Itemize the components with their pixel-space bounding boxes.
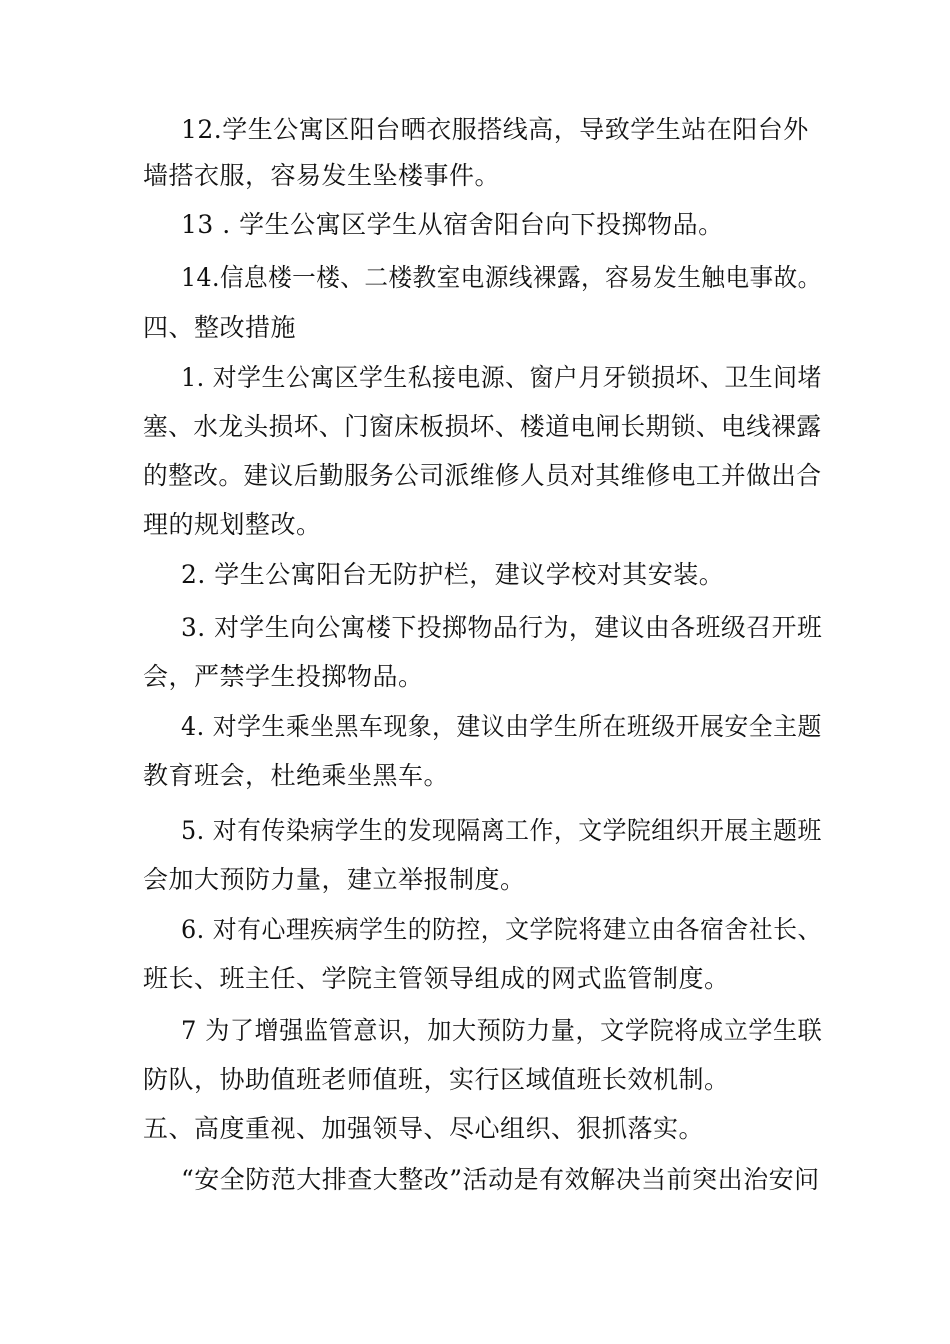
measure-5-line-1: 5. 对有传染病学生的发现隔离工作，文学院组织开展主题班 bbox=[181, 816, 822, 845]
section-heading-5: 五、高度重视、加强领导、尽心组织、狠抓落实。 bbox=[143, 1114, 705, 1143]
measure-1-line-4: 理的规划整改。 bbox=[143, 510, 322, 539]
item-14: 14.信息楼一楼、二楼教室电源线裸露，容易发生触电事故。 bbox=[181, 263, 822, 292]
measure-2: 2. 学生公寓阳台无防护栏，建议学校对其安装。 bbox=[181, 560, 725, 589]
measure-5-line-2: 会加大预防力量，建立举报制度。 bbox=[143, 865, 526, 894]
measure-1-line-1: 1. 对学生公寓区学生私接电源、窗户月牙锁损坏、卫生间堵 bbox=[181, 363, 822, 392]
measure-4-line-2: 教育班会，杜绝乘坐黑车。 bbox=[143, 761, 450, 790]
item-12-line-2: 墙搭衣服，容易发生坠楼事件。 bbox=[143, 161, 501, 190]
measure-1-line-2: 塞、水龙头损坏、门窗床板损坏、楼道电闸长期锁、电线裸露 bbox=[143, 412, 822, 441]
measure-3-line-1: 3. 对学生向公寓楼下投掷物品行为，建议由各班级召开班 bbox=[181, 613, 823, 642]
measure-4-line-1: 4. 对学生乘坐黑车现象，建议由学生所在班级开展安全主题 bbox=[181, 712, 822, 741]
measure-7-line-1: 7 为了增强监管意识，加大预防力量，文学院将成立学生联 bbox=[181, 1016, 823, 1045]
measure-6-line-2: 班长、班主任、学院主管领导组成的网式监管制度。 bbox=[143, 964, 730, 993]
measure-1-line-3: 的整改。建议后勤服务公司派维修人员对其维修电工并做出合 bbox=[143, 461, 822, 490]
measure-6-line-1: 6. 对有心理疾病学生的防控，文学院将建立由各宿舍社长、 bbox=[181, 915, 822, 944]
measure-7-line-2: 防队，协助值班老师值班，实行区域值班长效机制。 bbox=[143, 1065, 730, 1094]
section-heading-4: 四、整改措施 bbox=[143, 313, 297, 342]
item-12-line-1: 12.学生公寓区阳台晒衣服搭线高，导致学生站在阳台外 bbox=[181, 115, 809, 144]
item-13: 13 . 学生公寓区学生从宿舍阳台向下投掷物品。 bbox=[181, 210, 724, 239]
measure-3-line-2: 会，严禁学生投掷物品。 bbox=[143, 662, 424, 691]
closing-paragraph-line-1: “安全防范大排查大整改”活动是有效解决当前突出治安问 bbox=[181, 1165, 820, 1194]
